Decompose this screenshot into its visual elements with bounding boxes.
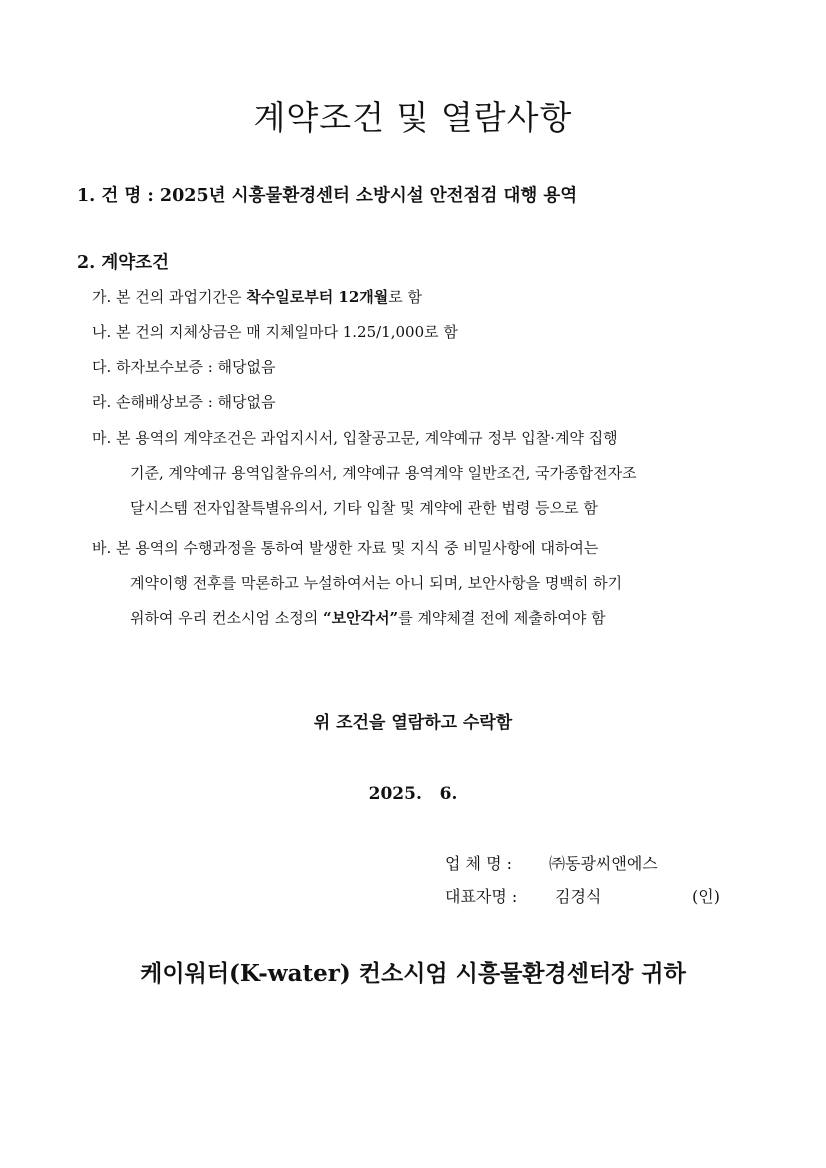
condition-ba-line3-suffix: 를 계약체결 전에 제출하여야 함 <box>398 609 606 627</box>
company-label: 업 체 명 : <box>445 854 513 873</box>
page-title: 계약조건 및 열람사항 <box>253 98 573 137</box>
representative-label: 대표자명 : <box>445 887 518 906</box>
condition-ga-bold: 착수일로부터 12개월 <box>246 288 389 306</box>
contract-conditions-heading: 2. 계약조건 <box>77 253 169 273</box>
contract-name: 1. 건 명 : 2025년 시흥물환경센터 소방시설 안전점검 대행 용역 <box>77 186 578 206</box>
signing-date: 2025. 6. <box>368 784 458 804</box>
representative-name: 김경식 <box>555 887 602 906</box>
condition-na: 나. 본 건의 지체상금은 매 지체일마다 1.25/1,000로 함 <box>92 323 458 341</box>
security-pledge: “보안각서” <box>322 609 399 627</box>
condition-ba-line1: 바. 본 용역의 수행과정을 통하여 발생한 자료 및 지식 중 비밀사항에 대하여는 <box>92 539 599 557</box>
condition-ga-suffix: 로 함 <box>388 288 423 306</box>
condition-ba-line2: 계약이행 전후를 막론하고 누설하여서는 아니 되며, 보안사항을 명백히 하기 <box>130 574 623 592</box>
acceptance-statement: 위 조건을 열람하고 수락함 <box>313 713 513 733</box>
condition-ga <box>92 286 422 307</box>
condition-ma-line3: 달시스템 전자입찰특별유의서, 기타 입찰 및 계약에 관한 법령 등으로 함 <box>130 499 598 517</box>
condition-ma-line2: 기준, 계약예규 용역입찰유의서, 계약예규 용역계약 일반조건, 국가종합전자조 <box>130 464 637 482</box>
condition-ra: 라. 손해배상보증 : 해당없음 <box>92 393 276 411</box>
condition-ba-line3-prefix: 위하여 우리 컨소시엄 소정의 <box>130 609 323 627</box>
addressee: 케이워터(K-water) 컨소시엄 시흥물환경센터장 귀하 <box>140 960 686 987</box>
condition-ga-prefix: 가. 본 건의 과업기간은 <box>92 288 247 306</box>
condition-da: 다. 하자보수보증 : 해당없음 <box>92 358 276 376</box>
company-name: ㈜동광씨앤에스 <box>549 854 658 873</box>
seal-mark: (인) <box>692 887 720 906</box>
condition-ma-line1: 마. 본 용역의 계약조건은 과업지시서, 입찰공고문, 계약예규 정부 입찰·계약 집행 <box>92 429 618 447</box>
condition-ba-line3 <box>130 607 606 628</box>
